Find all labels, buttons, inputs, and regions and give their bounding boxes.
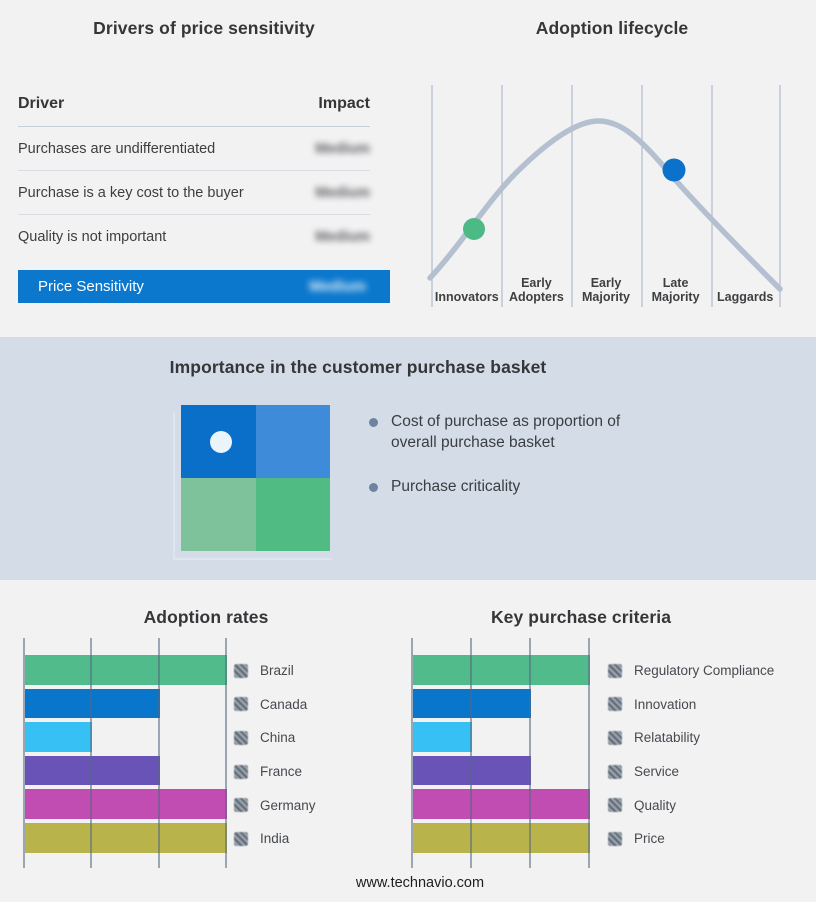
drivers-table [18,95,370,258]
bar-brazil [25,655,227,685]
bullet-text: Cost of purchase as proportion of overall purchase basket [391,413,621,451]
legend-label: China [260,730,296,746]
bullet-dot-icon [369,483,378,492]
bar-india [25,823,227,853]
legend-label: France [260,764,303,780]
lifecycle-stage-labels [432,272,780,305]
bar-relatability [413,722,472,752]
gridline [225,638,227,868]
bar-regulatory-compliance [413,655,590,685]
gridline [23,638,25,868]
adoption-curve [430,121,780,289]
bar-germany [25,789,227,819]
bar-canada [25,689,160,719]
gridline [470,638,472,868]
legend-item-germany [234,788,316,822]
legend-label: Relatability [634,730,701,746]
price-sensitivity-label: Price Sensitivity [38,278,144,295]
gridline [90,638,92,868]
driver-label: Quality is not important [18,229,167,245]
gridline [158,638,160,868]
stage-label-laggards: Laggards [717,290,774,304]
adoption-rates-title: Adoption rates [143,607,269,627]
key-purchase-criteria-legend [608,654,774,856]
legend-label: Regulatory Compliance [634,663,775,679]
legend-swatch-icon [234,765,248,779]
technavio-watermark: www.technavio.com [355,875,485,891]
legend-swatch-icon [608,832,622,846]
legend-label: Brazil [260,663,294,679]
bar-innovation [413,689,531,719]
adoption-rates-chart [24,638,226,868]
gridline [588,638,590,868]
bar-quality [413,789,590,819]
legend-label: Service [634,764,680,780]
drivers-table-header [18,95,370,127]
impact-value: Medium [315,185,370,201]
legend-swatch-icon [234,697,248,711]
legend-item-china [234,721,316,755]
legend-swatch-icon [608,697,622,711]
matrix-cell-top-right [256,405,331,478]
stage-label-early-adopters: Early Adopters [508,276,564,304]
driver-row [18,127,370,171]
basket-bullet [369,477,633,498]
legend-swatch-icon [608,765,622,779]
matrix-position-dot [210,431,232,453]
bar-service [413,756,531,786]
late-stage-marker-dot [663,159,686,182]
legend-item-innovation [608,688,774,722]
legend-swatch-icon [608,664,622,678]
legend-swatch-icon [234,664,248,678]
adoption-rates-legend [234,654,316,856]
drivers-table-body [18,127,370,258]
legend-item-india [234,822,316,856]
gridline [411,638,413,868]
key-purchase-criteria-title: Key purchase criteria [490,607,672,627]
legend-item-brazil [234,654,316,688]
legend-item-regulatory-compliance [608,654,774,688]
legend-item-price [608,822,774,856]
legend-item-france [234,755,316,789]
legend-label: Innovation [634,696,697,712]
driver-label: Purchases are undifferentiated [18,141,216,157]
stage-label-innovators: Innovators [434,290,499,304]
stage-label-early-majority: Early Majority [582,276,630,304]
basket-title: Importance in the customer purchase basket [169,357,547,377]
basket-bullet [369,412,633,453]
bullet-text: Purchase criticality [391,478,521,496]
legend-item-canada [234,688,316,722]
legend-label: Price [634,831,665,847]
legend-item-service [608,755,774,789]
gridline [529,638,531,868]
driver-row [18,171,370,215]
early-stage-marker-dot [463,218,485,240]
impact-value: Medium [315,141,370,157]
impact-value: Medium [315,229,370,245]
bar-china [25,722,92,752]
basket-bullet-list [369,412,633,522]
legend-item-relatability [608,721,774,755]
driver-label: Purchase is a key cost to the buyer [18,185,244,201]
legend-swatch-icon [234,731,248,745]
legend-item-quality [608,788,774,822]
key-purchase-criteria-chart [412,638,589,868]
legend-swatch-icon [234,798,248,812]
price-sensitivity-row [18,270,390,303]
legend-swatch-icon [234,832,248,846]
legend-label: Quality [634,797,677,813]
purchase-basket-matrix [181,405,330,551]
legend-label: Canada [260,696,308,712]
matrix-cell-bottom-left [181,478,256,551]
legend-label: India [260,831,290,847]
drivers-title: Drivers of price sensitivity [93,18,315,38]
bar-france [25,756,160,786]
price-sensitivity-impact-value: Medium [309,278,366,295]
driver-row [18,215,370,258]
driver-column-header: Driver [18,95,65,112]
matrix-cell-bottom-right [256,478,331,551]
legend-label: Germany [260,797,316,813]
lifecycle-title: Adoption lifecycle [535,18,689,38]
impact-column-header: Impact [318,95,370,112]
bar-price [413,823,590,853]
legend-swatch-icon [608,731,622,745]
bullet-dot-icon [369,418,378,427]
stage-label-late-majority: Late Majority [651,276,700,304]
legend-swatch-icon [608,798,622,812]
